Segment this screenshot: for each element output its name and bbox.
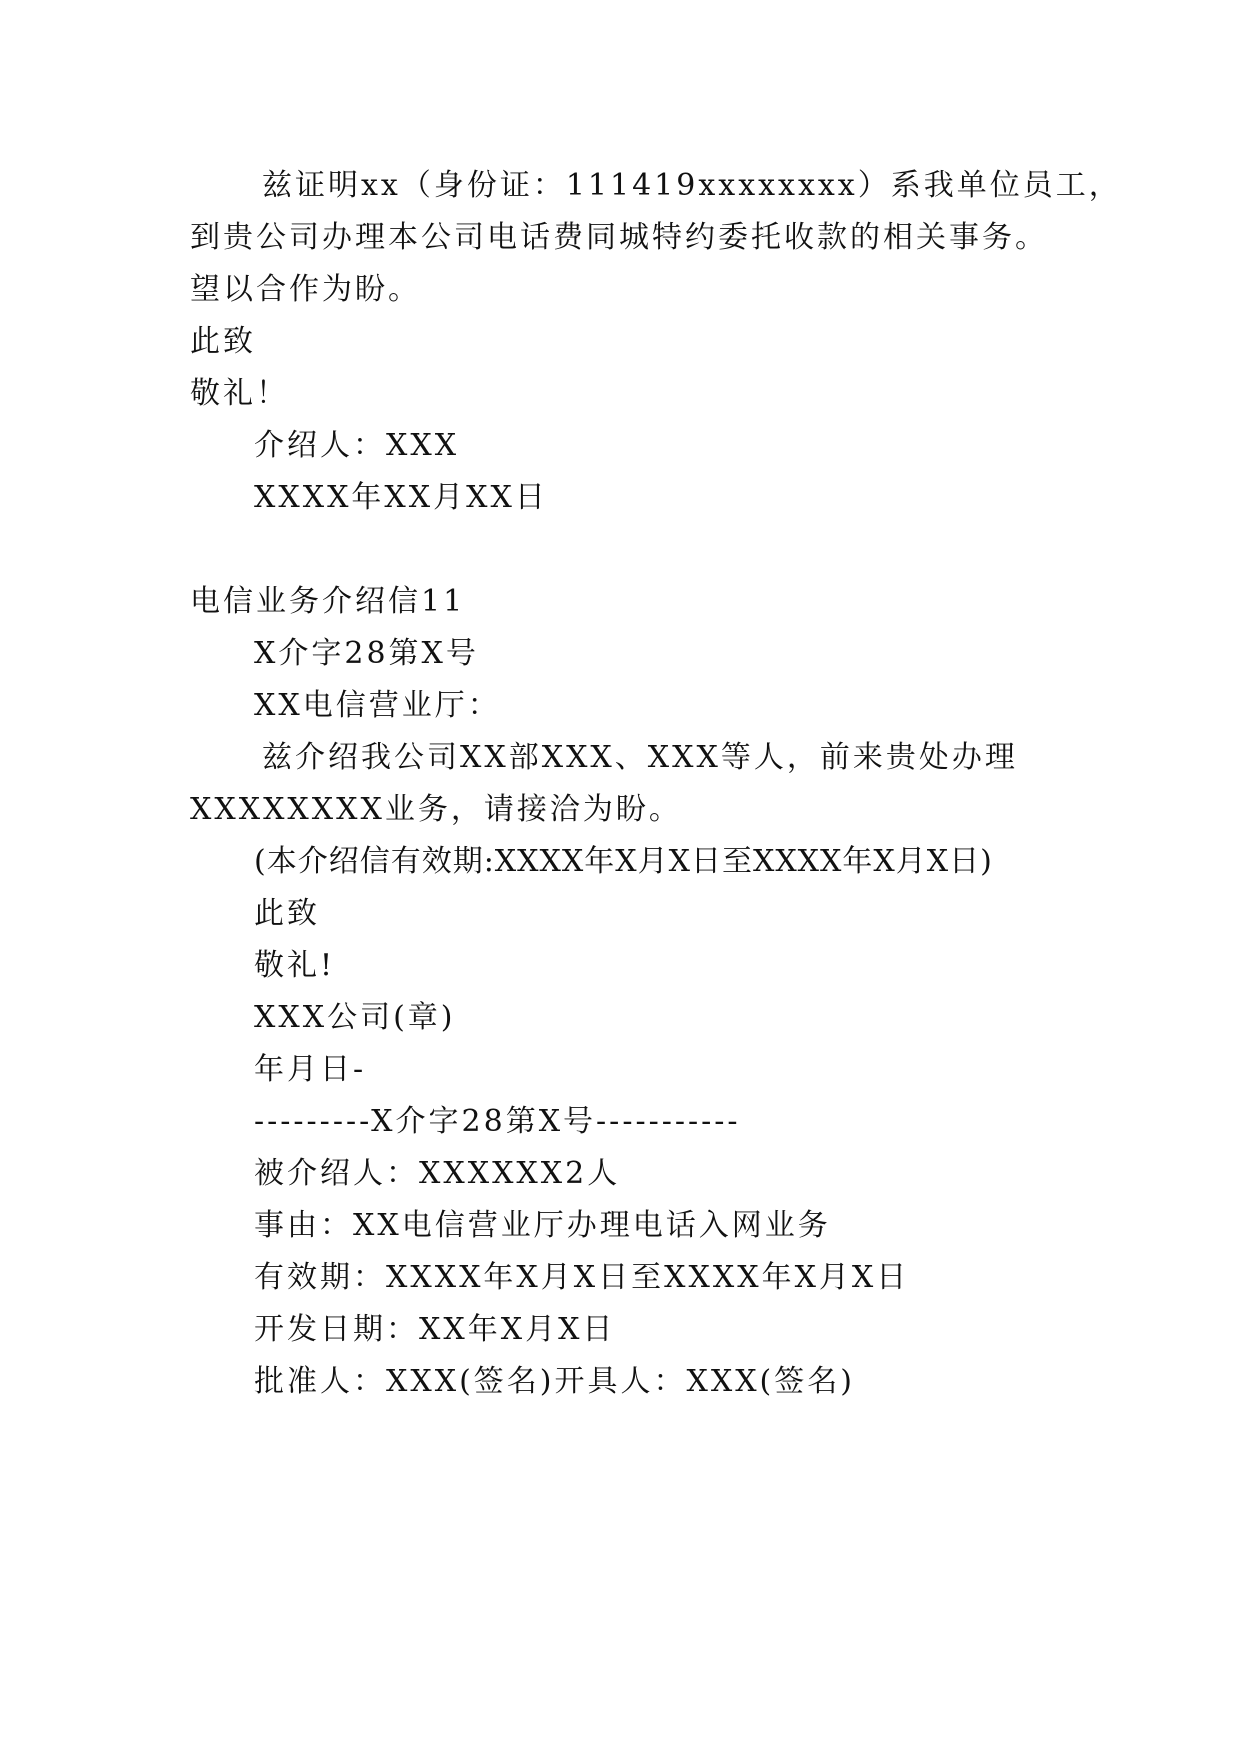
letter1-body-line1: 兹证明xx（身份证：111419xxxxxxxx）系我单位员工， xyxy=(262,168,1122,203)
letter1-body-line3: 望以合作为盼。 xyxy=(190,272,421,307)
letter2-stub-issue-date: 开发日期：XX年X月X日 xyxy=(254,1312,616,1347)
letter1-closing-1: 此致 xyxy=(190,324,256,359)
letter1-closing-2: 敬礼！ xyxy=(190,376,289,411)
letter2-stub-divider: ---------X介字28第X号----------- xyxy=(254,1104,741,1139)
letter2-stub-person: 被介绍人：XXXXXX2人 xyxy=(254,1156,621,1191)
letter1-date: XXXX年XX月XX日 xyxy=(254,480,548,515)
letter2-company-seal: XXX公司(章) xyxy=(254,1000,456,1035)
letter1-introducer: 介绍人：XXX xyxy=(254,428,460,463)
letter2-stub-approver: 批准人：XXX(签名)开具人：XXX(签名) xyxy=(254,1364,855,1399)
letter2-date: 年月日- xyxy=(254,1052,367,1087)
letter2-validity-note: (本介绍信有效期:XXXX年X月X日至XXXX年X月X日) xyxy=(254,844,993,879)
letter2-body-line2: XXXXXXXX业务，请接洽为盼。 xyxy=(190,792,682,827)
letter2-stub-reason: 事由：XX电信营业厅办理电话入网业务 xyxy=(254,1208,831,1243)
letter2-ref-no: X介字28第X号 xyxy=(254,636,479,671)
letter2-closing-1: 此致 xyxy=(254,896,320,931)
letter1-body-line2: 到贵公司办理本公司电话费同城特约委托收款的相关事务。 xyxy=(190,220,1048,255)
letter2-body-line1: 兹介绍我公司XX部XXX、XXX等人，前来贵处办理 xyxy=(262,740,1018,775)
letter2-closing-2: 敬礼! xyxy=(254,948,336,983)
letter2-stub-validity: 有效期：XXXX年X月X日至XXXX年X月X日 xyxy=(254,1260,910,1295)
letter2-addressee: XX电信营业厅： xyxy=(254,688,501,723)
letter2-title: 电信业务介绍信11 xyxy=(190,584,466,619)
